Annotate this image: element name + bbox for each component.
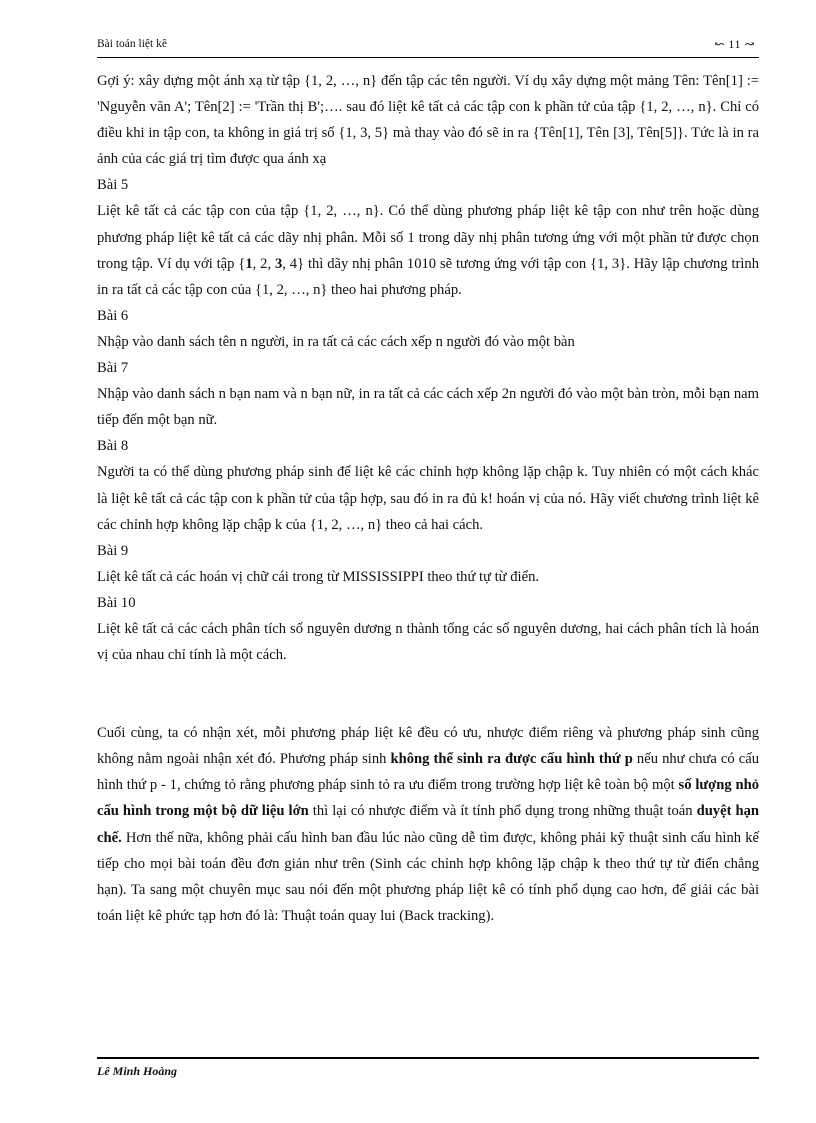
page-number: ↜ 11 ↝	[714, 37, 755, 51]
conclusion-bold-1: không thể sinh ra được cấu hình thứ p	[390, 751, 633, 768]
exercise-7-title: Bài 7	[97, 360, 129, 377]
conclusion-text-3: thì lại có nhược điểm và ít tính phổ dụng trong những thuật toán	[308, 803, 697, 820]
paragraph-spacer	[97, 668, 759, 694]
exercise-5-text	[97, 198, 759, 302]
exercise-8-text: Người ta có thể dùng phương pháp sinh để liệt kê các chỉnh hợp không lặp chập k. Tuy nhiên có một cách khác là liệt kê tất cả các tập con k phần tử của tập hợp, sau đó in ra đủ k! hoán vị của nó. Hãy viết chương trình liệt kê các chỉnh hợp không lặp chập k của {1, 2, …, n} theo cả hai cách.	[97, 464, 759, 533]
hint-paragraph: Gợi ý: xây dựng một ánh xạ từ tập {1, 2, …, n} đến tập các tên người. Ví dụ xây dựng một mảng Tên: Tên[1] := 'Nguyễn văn A'; Tên[2] := 'Trần thị B';…. sau đó liệt kê tất cả các tập con k phần tử của tập {1, 2, …, n}. Chỉ có điều khi in tập con, ta không in giá trị số {1, 3, 5} mà thay vào đó sẽ in ra {Tên[1], Tên [3], Tên[5]}. Tức là in ra ảnh của các giá trị tìm được qua ánh xạ	[97, 73, 759, 168]
exercise-7-text: Nhập vào danh sách n bạn nam và n bạn nữ, in ra tất cả các cách xếp 2n người đó vào một bàn tròn, mỗi bạn nam tiếp đến một bạn nữ.	[97, 386, 759, 429]
page-header	[97, 36, 759, 56]
exercise-5-comma: , 2,	[252, 255, 275, 272]
page-body	[97, 68, 759, 929]
header-title: Bài toán liệt kê	[97, 38, 167, 50]
exercise-5-text-a: Liệt kê tất cả các tập con của tập {1, 2, …, n}. Có thể dùng phương pháp liệt kê tập con như trên hoặc dùng phương pháp liệt kê tất cả các dãy nhị phân. Mỗi số 1 trong dãy nhị phân tương ứng với một phần tử được chọn trong tập. Ví dụ với tập {	[97, 203, 759, 272]
footer-author: Lê Minh Hoàng	[97, 1064, 178, 1078]
exercise-9-title: Bài 9	[97, 542, 129, 559]
conclusion-text-2: nếu như chưa có cấu hình thứ p - 1, chứng tỏ rằng phương pháp sinh tỏ ra ưu điểm trong trường hợp liệt kê toàn bộ một	[97, 751, 759, 794]
exercise-9-text: Liệt kê tất cả các hoán vị chữ cái trong từ MISSISSIPPI theo thứ tự từ điển.	[97, 568, 540, 585]
conclusion-bold-2: số lượng nhỏ cấu hình trong một bộ dữ liệu lớn	[97, 777, 759, 820]
exercise-10-title: Bài 10	[97, 594, 136, 611]
exercise-5-bold-one: 1	[245, 255, 253, 272]
exercise-6-text: Nhập vào danh sách tên n người, in ra tất cả các cách xếp n người đó vào một bàn	[97, 333, 575, 350]
exercise-5-text-b: , 4} thì dãy nhị phân 1010 sẽ tương ứng với tập con {1, 3}. Hãy lập chương trình in ra tất cả các tập con của {1, 2, …, n} theo hai phương pháp.	[97, 255, 760, 298]
conclusion-text-1: Cuối cùng, ta có nhận xét, mỗi phương pháp liệt kê đều có ưu, nhược điểm riêng và phương pháp sinh cũng không nằm ngoài nhận xét đó. Phương pháp sinh	[97, 725, 759, 768]
exercise-10-text: Liệt kê tất cả các cách phân tích số nguyên dương n thành tổng các số nguyên dương, hai cách phân tích là hoán vị của nhau chỉ tính là một cách.	[97, 620, 759, 664]
conclusion-text-4: Hơn thế nữa, không phải cấu hình ban đầu lúc nào cũng dễ tìm được, không phải kỹ thuật sinh cấu hình kế tiếp cho mọi bài toán đều đơn giản như trên (Sinh các chỉnh hợp không lặp chập k theo thứ tự từ điển chẳng hạn). Ta sang một chuyên mục sau nói đến một phương pháp liệt kê có tính phổ dụng cao hơn, để giải các bài toán liệt kê phức tạp hơn đó là: Thuật toán quay lui (Back tracking).	[97, 829, 759, 924]
conclusion-bold-3: duyệt hạn chế.	[97, 803, 759, 846]
exercise-5-bold-three: 3	[274, 255, 283, 272]
exercise-5-title: Bài 5	[97, 177, 129, 194]
exercise-6-title: Bài 6	[97, 307, 129, 324]
header-divider	[97, 57, 759, 58]
paragraph-spacer	[97, 694, 759, 720]
conclusion-paragraph	[97, 720, 759, 929]
footer-divider	[97, 1057, 759, 1059]
exercise-8-title: Bài 8	[97, 438, 129, 455]
